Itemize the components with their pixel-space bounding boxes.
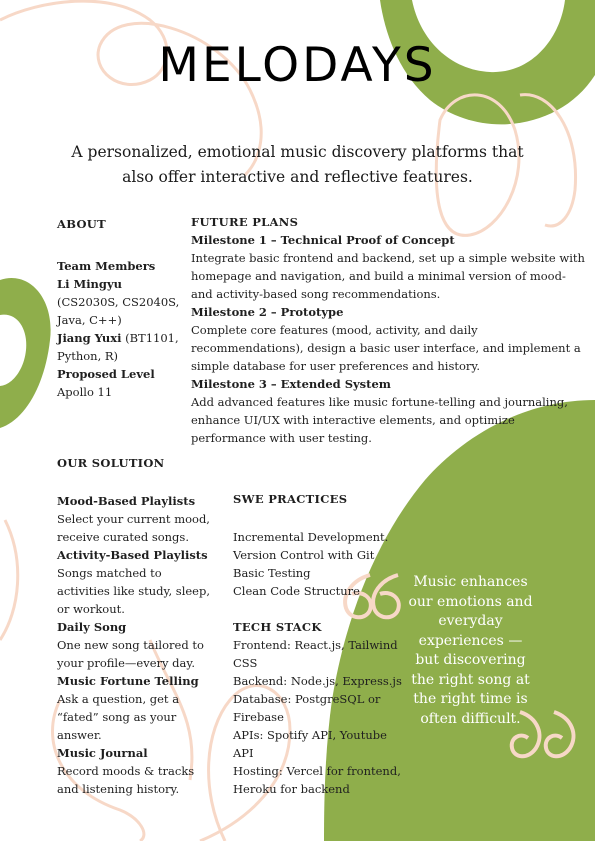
solution-item-title: Activity-Based Playlists <box>57 548 208 562</box>
member-details: (CS2030S, CS2040S, Java, C++) <box>57 295 180 327</box>
swe-practices-section <box>233 492 408 798</box>
about-section <box>57 217 182 401</box>
swe-practice-item: Basic Testing <box>233 566 311 580</box>
future-plans-section <box>191 213 586 447</box>
swe-practice-item: Incremental Development. <box>233 530 389 544</box>
solution-item-text: One new song tailored to your profile—every day. <box>57 638 204 670</box>
swe-practice-item: Version Control with Git <box>233 548 375 562</box>
swe-practices-heading: SWE PRACTICES <box>233 492 348 506</box>
milestone-title: Milestone 2 – Prototype <box>191 305 344 319</box>
member-details: (BT1101, Python, R) <box>57 331 179 363</box>
milestone-title: Milestone 1 – Technical Proof of Concept <box>191 233 455 247</box>
tech-stack-item: Hosting: Vercel for frontend, Heroku for backend <box>233 764 401 796</box>
member-name: Li Mingyu <box>57 277 123 291</box>
solution-item-title: Daily Song <box>57 620 127 634</box>
tech-stack-item: APIs: Spotify API, Youtube API <box>233 728 387 760</box>
solution-item-text: Songs matched to activities like study, sleep, or workout. <box>57 566 210 616</box>
page-subtitle: A personalized, emotional music discovery platforms that also offer interactive and reflective features. <box>71 143 524 186</box>
team-member <box>57 329 182 365</box>
future-plans-heading: FUTURE PLANS <box>191 215 299 229</box>
our-solution-heading: OUR SOLUTION <box>57 456 165 470</box>
solution-item-text: Select your current mood, receive curated songs. <box>57 512 210 544</box>
milestone-text: Integrate basic frontend and backend, set up a simple website with homepage and navigation, and build a minimal version of mood- and activity-based song recommendations. <box>191 251 585 301</box>
about-heading: ABOUT <box>57 217 106 231</box>
solution-item-text: Ask a question, get a “fated” song as your answer. <box>57 692 180 742</box>
proposed-level-heading: Proposed Level <box>57 367 155 381</box>
solution-item-title: Music Journal <box>57 746 148 760</box>
page-title: MELODAYS <box>158 38 437 93</box>
milestone-text: Complete core features (mood, activity, and daily recommendations), design a basic user interface, and implement a simple database for user preferences and history. <box>191 323 581 373</box>
tech-stack-item: Frontend: React.js, Tailwind CSS <box>233 638 398 670</box>
milestone-text: Add advanced features like music fortune-telling and journaling, enhance UI/UX with interactive elements, and optimize performance with user testing. <box>191 395 568 445</box>
team-member <box>57 275 182 329</box>
solution-item-title: Mood-Based Playlists <box>57 494 196 508</box>
solution-item-text: Record moods & tracks and listening history. <box>57 764 195 796</box>
solution-item-title: Music Fortune Telling <box>57 674 199 688</box>
team-members-heading: Team Members <box>57 259 156 273</box>
tech-stack-item: Database: PostgreSQL or Firebase <box>233 692 381 724</box>
member-name: Jiang Yuxi <box>57 331 122 345</box>
tech-stack-item: Backend: Node.js, Express.js <box>233 674 402 688</box>
tech-stack-heading: TECH STACK <box>233 620 322 634</box>
proposed-level: Apollo 11 <box>57 385 113 399</box>
swe-practice-item: Clean Code Structure <box>233 584 360 598</box>
quote-text: Music enhances our emotions and everyday experiences — but discovering the right song at the right time is often difficult. <box>408 574 533 727</box>
milestone-title: Milestone 3 – Extended System <box>191 377 391 391</box>
our-solution-section <box>57 456 217 798</box>
